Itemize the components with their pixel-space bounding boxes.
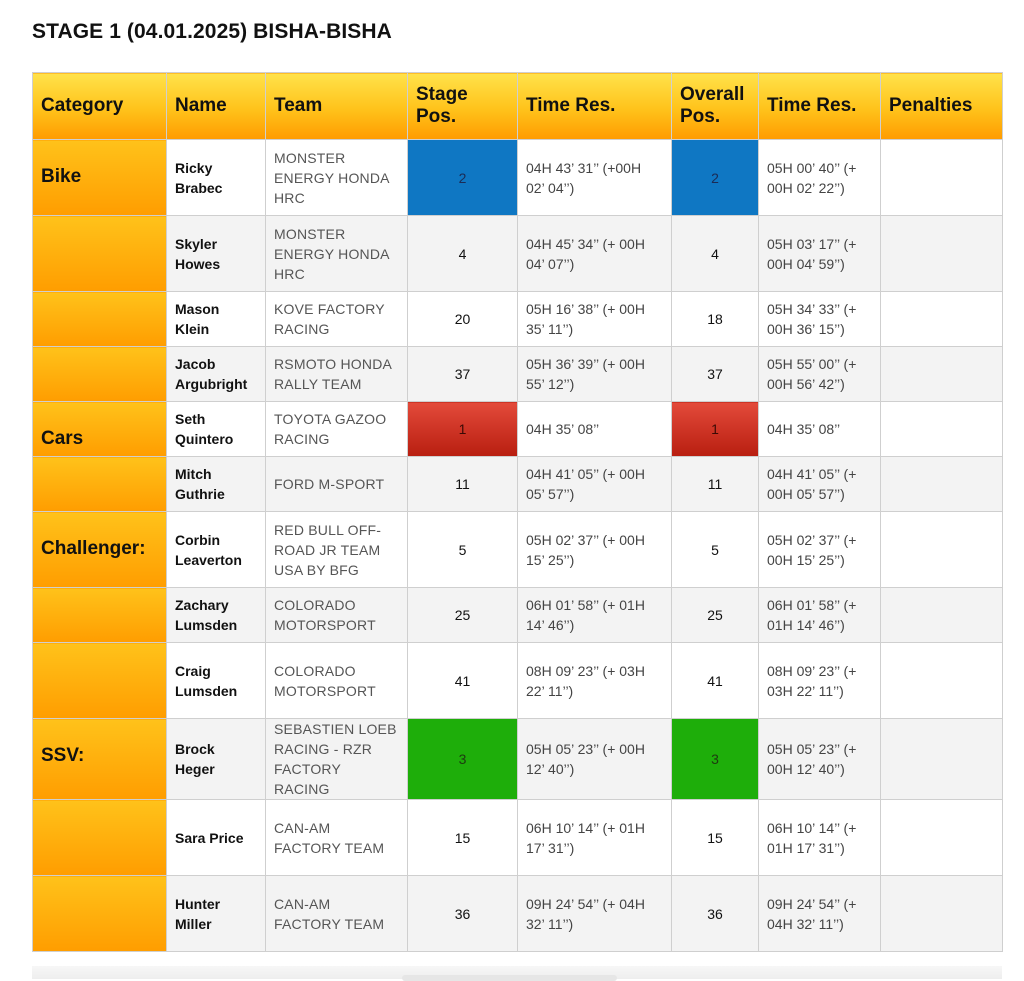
driver-name: Zachary Lumsden xyxy=(167,588,266,643)
stage-time: 05H 05’ 23’’ (+ 00H 12’ 40’’) xyxy=(518,719,672,800)
team-name: COLORADO MOTORSPORT xyxy=(266,588,408,643)
team-name: TOYOTA GAZOO RACING xyxy=(266,402,408,457)
header-name: Name xyxy=(167,73,266,140)
overall-position: 36 xyxy=(672,876,759,952)
overall-time: 05H 34’ 33’’ (+ 00H 36’ 15’’) xyxy=(759,292,881,347)
overall-time: 04H 41’ 05’’ (+ 00H 05’ 57’’) xyxy=(759,457,881,512)
table-row xyxy=(33,643,1003,719)
overall-position: 2 xyxy=(672,140,759,216)
stage-time: 05H 36’ 39’’ (+ 00H 55’ 12’’) xyxy=(518,347,672,402)
overall-time: 05H 03’ 17’’ (+ 00H 04’ 59’’) xyxy=(759,216,881,292)
table-row xyxy=(33,876,1003,952)
table-row xyxy=(33,457,1003,512)
overall-position: 37 xyxy=(672,347,759,402)
stage-position: 25 xyxy=(408,588,518,643)
table-row xyxy=(33,719,1003,800)
category-cell xyxy=(33,347,167,402)
stage-time: 05H 16’ 38’’ (+ 00H 35’ 11’’) xyxy=(518,292,672,347)
driver-name: Jacob Argubright xyxy=(167,347,266,402)
overall-time: 05H 02’ 37’’ (+ 00H 15’ 25’’) xyxy=(759,512,881,588)
stage-position: 3 xyxy=(408,719,518,800)
header-overall-time: Time Res. xyxy=(759,73,881,140)
team-name: CAN-AM FACTORY TEAM xyxy=(266,800,408,876)
team-name: FORD M-SPORT xyxy=(266,457,408,512)
penalties-cell xyxy=(881,140,1003,216)
category-cell xyxy=(33,512,167,588)
stage-position: 15 xyxy=(408,800,518,876)
table-row xyxy=(33,292,1003,347)
table-header-row xyxy=(33,73,1003,140)
table-row xyxy=(33,512,1003,588)
stage-time: 06H 01’ 58’’ (+ 01H 14’ 46’’) xyxy=(518,588,672,643)
category-cell xyxy=(33,402,167,457)
table-row xyxy=(33,140,1003,216)
driver-name: Seth Quintero xyxy=(167,402,266,457)
table-row xyxy=(33,216,1003,292)
penalties-cell xyxy=(881,457,1003,512)
driver-name: Hunter Miller xyxy=(167,876,266,952)
driver-name: Brock Heger xyxy=(167,719,266,800)
penalties-cell xyxy=(881,876,1003,952)
team-name: RED BULL OFF-ROAD JR TEAM USA BY BFG xyxy=(266,512,408,588)
category-label: Cars xyxy=(41,428,84,449)
header-category: Category xyxy=(33,73,167,140)
penalties-cell xyxy=(881,588,1003,643)
header-stage-time: Time Res. xyxy=(518,73,672,140)
stage-time: 06H 10’ 14’’ (+ 01H 17’ 31’’) xyxy=(518,800,672,876)
stage-time: 08H 09’ 23’’ (+ 03H 22’ 11’’) xyxy=(518,643,672,719)
category-label: SSV: xyxy=(41,745,85,766)
overall-time: 06H 01’ 58’’ (+ 01H 14’ 46’’) xyxy=(759,588,881,643)
stage-position: 41 xyxy=(408,643,518,719)
overall-time: 05H 00’ 40’’ (+ 00H 02’ 22’’) xyxy=(759,140,881,216)
overall-time: 05H 55’ 00’’ (+ 00H 56’ 42’’) xyxy=(759,347,881,402)
category-cell xyxy=(33,800,167,876)
team-name: MONSTER ENERGY HONDA HRC xyxy=(266,216,408,292)
category-cell xyxy=(33,140,167,216)
header-stage-pos: Stage Pos. xyxy=(408,73,518,140)
header-penalties: Penalties xyxy=(881,73,1003,140)
overall-position: 41 xyxy=(672,643,759,719)
stage-time: 05H 02’ 37’’ (+ 00H 15’ 25’’) xyxy=(518,512,672,588)
stage-position: 37 xyxy=(408,347,518,402)
driver-name: Ricky Brabec xyxy=(167,140,266,216)
overall-time: 09H 24’ 54’’ (+ 04H 32’ 11’’) xyxy=(759,876,881,952)
stage-time: 04H 41’ 05’’ (+ 00H 05’ 57’’) xyxy=(518,457,672,512)
page-title: STAGE 1 (04.01.2025) BISHA-BISHA xyxy=(32,20,392,43)
overall-position: 15 xyxy=(672,800,759,876)
driver-name: Sara Price xyxy=(167,800,266,876)
overall-position: 4 xyxy=(672,216,759,292)
team-name: SEBASTIEN LOEB RACING - RZR FACTORY RACING xyxy=(266,719,408,800)
category-cell xyxy=(33,457,167,512)
penalties-cell xyxy=(881,719,1003,800)
driver-name: Skyler Howes xyxy=(167,216,266,292)
stage-time: 04H 43’ 31’’ (+00H 02’ 04’’) xyxy=(518,140,672,216)
category-label: Bike xyxy=(41,166,82,187)
stage-time: 09H 24’ 54’’ (+ 04H 32’ 11’’) xyxy=(518,876,672,952)
driver-name: Craig Lumsden xyxy=(167,643,266,719)
stage-position: 36 xyxy=(408,876,518,952)
stage-position: 20 xyxy=(408,292,518,347)
team-name: COLORADO MOTORSPORT xyxy=(266,643,408,719)
penalties-cell xyxy=(881,643,1003,719)
stage-position: 2 xyxy=(408,140,518,216)
table-row xyxy=(33,347,1003,402)
category-label: Challenger: xyxy=(41,538,146,559)
footer-knob xyxy=(402,975,617,981)
table-row xyxy=(33,800,1003,876)
penalties-cell xyxy=(881,292,1003,347)
category-cell xyxy=(33,643,167,719)
results-table xyxy=(32,72,1003,952)
penalties-cell xyxy=(881,347,1003,402)
category-cell xyxy=(33,292,167,347)
overall-position: 25 xyxy=(672,588,759,643)
penalties-cell xyxy=(881,216,1003,292)
team-name: RSMOTO HONDA RALLY TEAM xyxy=(266,347,408,402)
overall-position: 18 xyxy=(672,292,759,347)
overall-position: 5 xyxy=(672,512,759,588)
stage-position: 4 xyxy=(408,216,518,292)
stage-time: 04H 45’ 34’’ (+ 00H 04’ 07’’) xyxy=(518,216,672,292)
overall-position: 1 xyxy=(672,402,759,457)
category-cell xyxy=(33,588,167,643)
stage-position: 11 xyxy=(408,457,518,512)
team-name: KOVE FACTORY RACING xyxy=(266,292,408,347)
header-overall-pos: Overall Pos. xyxy=(672,73,759,140)
penalties-cell xyxy=(881,402,1003,457)
category-cell xyxy=(33,216,167,292)
stage-position: 1 xyxy=(408,402,518,457)
table-row xyxy=(33,402,1003,457)
penalties-cell xyxy=(881,800,1003,876)
overall-time: 04H 35’ 08’’ xyxy=(759,402,881,457)
stage-time: 04H 35’ 08’’ xyxy=(518,402,672,457)
overall-position: 11 xyxy=(672,457,759,512)
overall-time: 08H 09’ 23’’ (+ 03H 22’ 11’’) xyxy=(759,643,881,719)
overall-time: 05H 05’ 23’’ (+ 00H 12’ 40’’) xyxy=(759,719,881,800)
driver-name: Mitch Guthrie xyxy=(167,457,266,512)
stage-position: 5 xyxy=(408,512,518,588)
header-team: Team xyxy=(266,73,408,140)
overall-time: 06H 10’ 14’’ (+ 01H 17’ 31’’) xyxy=(759,800,881,876)
table-row xyxy=(33,588,1003,643)
team-name: CAN-AM FACTORY TEAM xyxy=(266,876,408,952)
penalties-cell xyxy=(881,512,1003,588)
overall-position: 3 xyxy=(672,719,759,800)
team-name: MONSTER ENERGY HONDA HRC xyxy=(266,140,408,216)
driver-name: Mason Klein xyxy=(167,292,266,347)
category-cell xyxy=(33,876,167,952)
driver-name: Corbin Leaverton xyxy=(167,512,266,588)
category-cell xyxy=(33,719,167,800)
